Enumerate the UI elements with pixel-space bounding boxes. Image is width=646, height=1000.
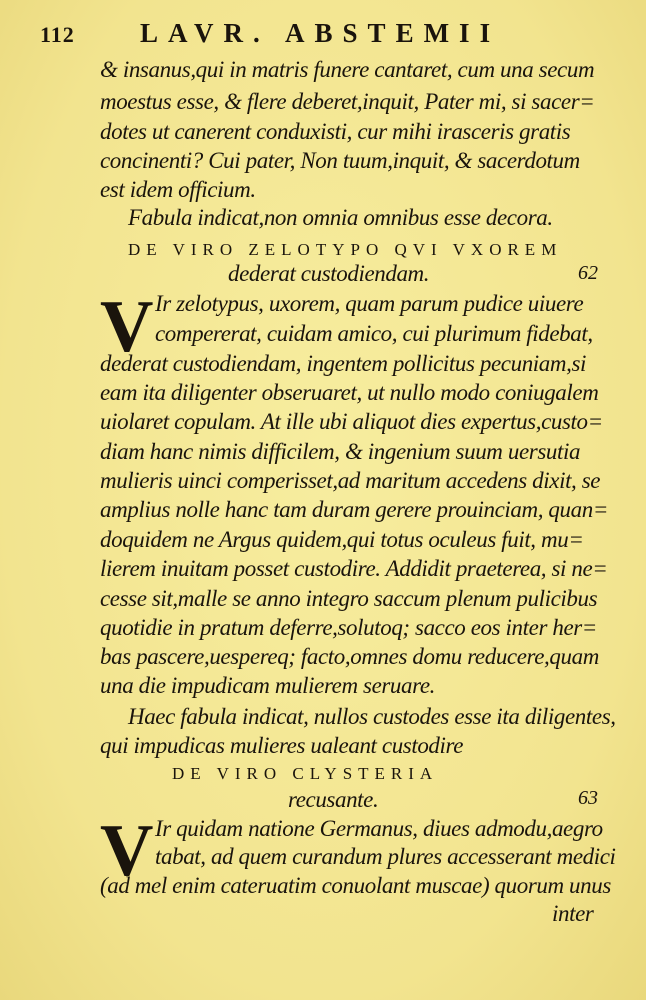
- fable-number: 62: [578, 262, 598, 284]
- fable-title-continued: recusante.: [288, 787, 379, 812]
- moral-line: Haec fabula indicat, nullos custodes esse ita diligentes,: [128, 704, 616, 729]
- moral-line: Fabula indicat,non omnia omnibus esse decora.: [128, 205, 553, 230]
- page-number: 112: [40, 22, 75, 47]
- text-line: moestus esse, & flere deberet,inquit, Pater mi, si sacer=: [100, 89, 595, 114]
- text-line: lierem inuitam posset custodire. Addidit praeterea, si ne=: [100, 556, 608, 581]
- text-line: bas pascere,uespereq; facto,omnes domu reducere,quam: [100, 644, 599, 669]
- text-line: Ir quidam natione Germanus, diues admodu,aegro: [155, 816, 603, 841]
- text-line: amplius nolle hanc tam duram gerere prouinciam, quan=: [100, 497, 608, 522]
- text-line: compererat, cuidam amico, cui plurimum fidebat,: [155, 321, 593, 346]
- text-line: dotes ut canerent conduxisti, cur mihi irasceris gratis: [100, 119, 571, 144]
- text-line: Ir zelotypus, uxorem, quam parum pudice uiuere: [155, 291, 584, 316]
- text-line: est idem officium.: [100, 177, 256, 202]
- text-line: tabat, ad quem curandum plures accesserant medici: [155, 844, 616, 869]
- text-line: mulieris uinci comperisset,ad maritum accedens dixit, se: [100, 468, 601, 493]
- text-line: quotidie in pratum deferre,solutoq; sacco eos inter her=: [100, 615, 597, 640]
- drop-cap: V: [100, 810, 154, 892]
- text-line: dederat custodiendam, ingentem pollicitus pecuniam,si: [100, 351, 586, 376]
- text-line: concinenti? Cui pater, Non tuum,inquit, & sacerdotum: [100, 148, 580, 173]
- text-line: doquidem ne Argus quidem,qui totus oculeus fuit, mu=: [100, 527, 584, 552]
- text-line: eam ita diligenter obseruaret, ut nullo modo coniugalem: [100, 380, 599, 405]
- text-line: una die impudicam mulierem seruare.: [100, 673, 435, 698]
- text-line: (ad mel enim cateruatim conuolant muscae) quorum unus: [100, 873, 611, 898]
- running-head: LAVR. ABSTEMII: [140, 18, 501, 48]
- fable-title: DE VIRO ZELOTYPO QVI VXOREM: [128, 240, 563, 259]
- moral-line: qui impudicas mulieres ualeant custodire: [100, 733, 464, 758]
- catchword: inter: [552, 901, 594, 926]
- text-line: uiolaret copulam. At ille ubi aliquot dies expertus,custo=: [100, 409, 603, 434]
- fable-title-continued: dederat custodiendam.: [228, 261, 430, 286]
- text-line: cesse sit,malle se anno integro saccum plenum pulicibus: [100, 586, 598, 611]
- fable-number: 63: [578, 787, 598, 809]
- fable-title: DE VIRO CLYSTERIA: [172, 764, 439, 783]
- text-line: & insanus,qui in matris funere cantaret, cum una secum: [100, 57, 595, 82]
- text-line: diam hanc nimis difficilem, & ingenium suum uersutia: [100, 439, 581, 464]
- drop-cap: V: [100, 286, 154, 368]
